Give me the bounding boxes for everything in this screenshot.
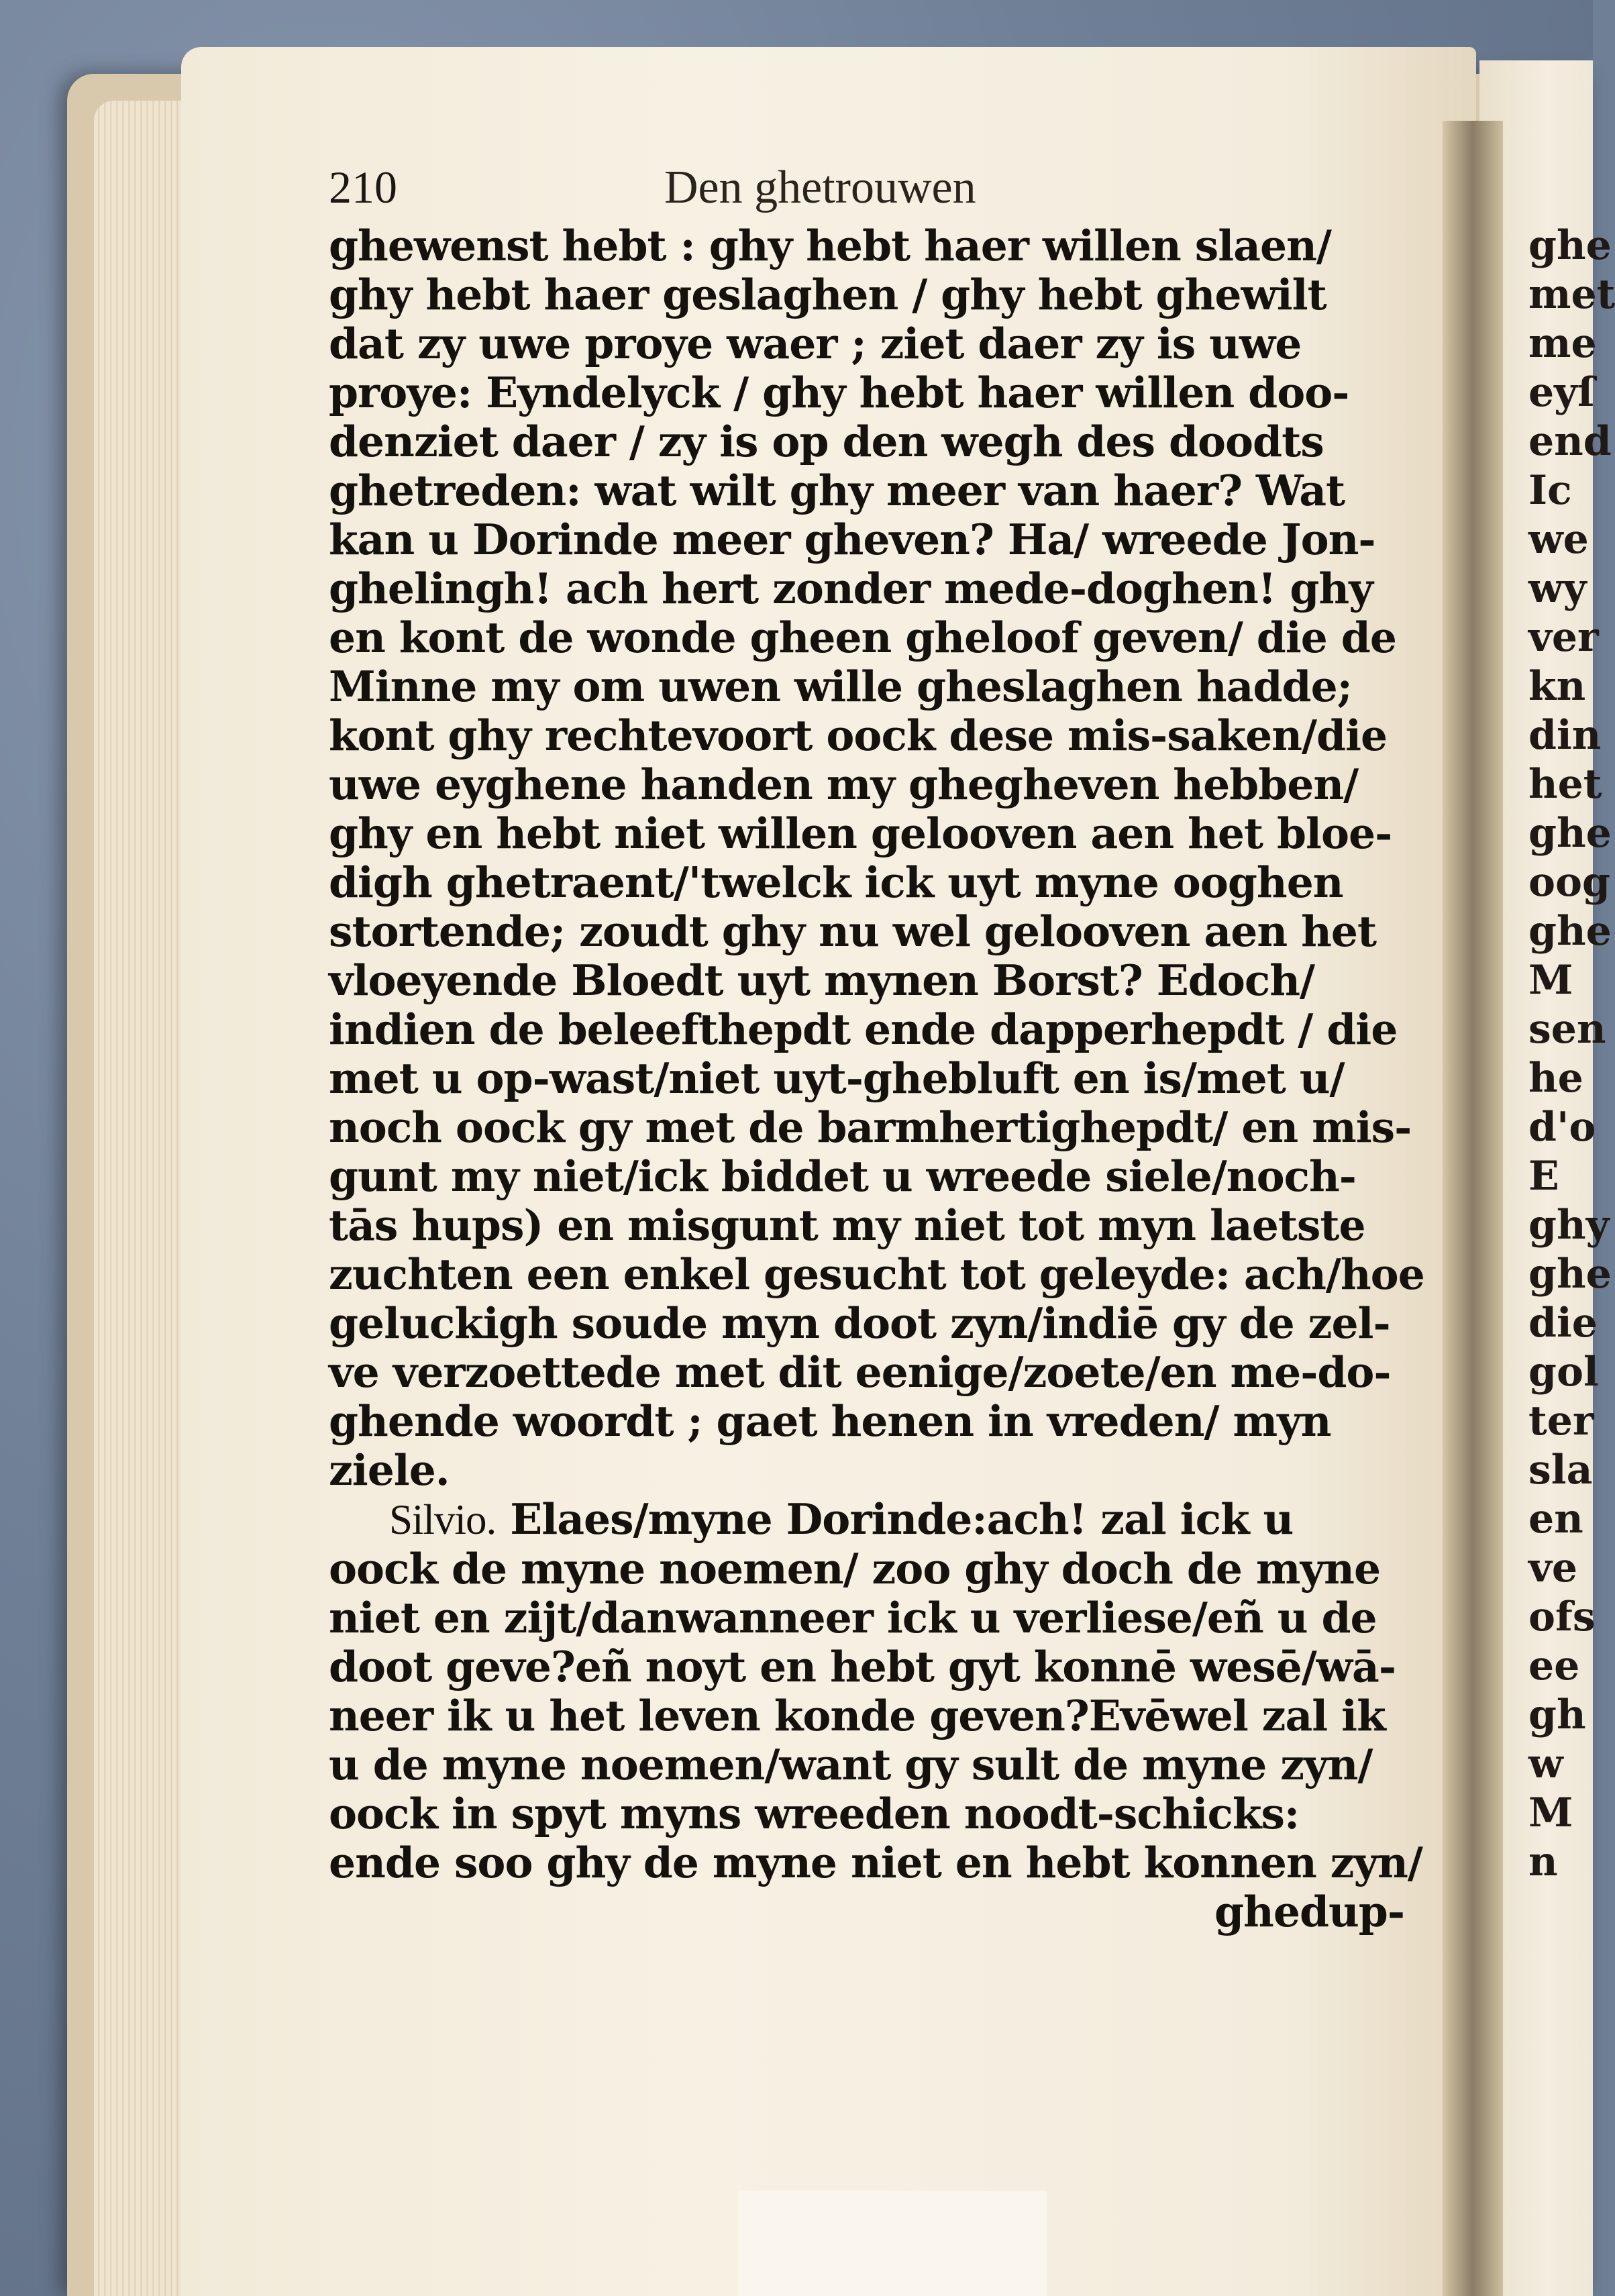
facing-line: ofs xyxy=(1528,1594,1596,1640)
facing-line: ghy xyxy=(1528,1202,1610,1249)
text-line: indien de beleefthepdt ende dapperhepdt / die xyxy=(329,1004,1398,1054)
facing-line: din xyxy=(1528,712,1602,759)
text-line: kan u Dorinde meer gheven? Ha/ wreede Jon- xyxy=(329,515,1375,564)
text-line: oock de myne noemen/ zoo ghy doch de myne xyxy=(329,1544,1381,1594)
text-line: stortende; zoudt ghy nu wel gelooven aen het xyxy=(329,906,1377,956)
facing-line: gol xyxy=(1528,1349,1599,1396)
facing-line: oog xyxy=(1528,859,1610,906)
speaker-name: Silvio. xyxy=(389,1496,497,1543)
text-line: ghelingh! ach hert zonder mede-doghen! ghy xyxy=(329,564,1373,613)
text-line: ghewenst hebt : ghy hebt haer willen slaen/ xyxy=(329,221,1331,270)
facing-line: ve xyxy=(1528,1545,1578,1591)
facing-line: E xyxy=(1528,1153,1559,1200)
speech-heading-line xyxy=(329,1495,1416,1545)
facing-line: kn xyxy=(1528,663,1586,710)
text-line: vloeyende Bloedt uyt mynen Borst? Edoch/ xyxy=(329,955,1315,1005)
running-head xyxy=(329,161,1402,221)
facing-line: M xyxy=(1528,957,1573,1004)
facing-line: die xyxy=(1528,1300,1598,1347)
text-line: niet en zijt/danwanneer ick u verliese/eñ u de xyxy=(329,1593,1377,1642)
text-line: gunt my niet/ick biddet u wreede siele/noch- xyxy=(329,1151,1356,1201)
facing-line: wy xyxy=(1528,565,1587,612)
text-line: kont ghy rechtevoort oock dese mis-saken/die xyxy=(329,711,1388,760)
facing-line: M xyxy=(1528,1789,1573,1836)
facing-line: d'o xyxy=(1528,1104,1596,1151)
facing-line: Ic xyxy=(1528,467,1572,514)
text-line: ende soo ghy de myne niet en hebt konnen zyn/ xyxy=(329,1838,1422,1887)
facing-line: he xyxy=(1528,1055,1583,1102)
text-line: ve verzoettede met dit eenige/zoete/en me-do- xyxy=(329,1347,1391,1397)
text-line: uwe eyghene handen my ghegheven hebben/ xyxy=(329,760,1359,809)
facing-line: ghe xyxy=(1528,222,1612,269)
text-line: digh ghetraent/'twelck ick uyt myne ooghen xyxy=(329,857,1343,907)
text-line: neer ik u het leven konde geven?Evēwel zal ik xyxy=(329,1691,1386,1740)
facing-line: sen xyxy=(1528,1006,1606,1053)
facing-line: we xyxy=(1528,516,1589,563)
facing-page-text xyxy=(1528,221,1615,1887)
book-gutter xyxy=(1443,121,1503,2296)
facing-line: en xyxy=(1528,1496,1583,1543)
facing-line: ee xyxy=(1528,1642,1580,1689)
text-line: zuchten een enkel gesucht tot geleyde: ach/hoe xyxy=(329,1249,1424,1299)
text-line: tās hups) en misgunt my niet tot myn laetste xyxy=(329,1200,1365,1250)
text-line: doot geve?eñ noyt en hebt gyt konnē wesē/wā- xyxy=(329,1642,1396,1691)
text-line: denziet daer / zy is op den wegh des doodts xyxy=(329,417,1324,466)
facing-line: w xyxy=(1528,1740,1563,1787)
facing-line: me xyxy=(1528,320,1597,367)
text-line: ghende woordt ; gaet henen in vreden/ myn xyxy=(329,1396,1331,1446)
page-number: 210 xyxy=(329,162,397,213)
facing-line: n xyxy=(1528,1838,1558,1885)
text-line: ghy en hebt niet willen gelooven aen het bloe- xyxy=(329,808,1392,858)
text-line: Minne my om uwen wille gheslaghen hadde; xyxy=(329,662,1352,711)
speech-first-line: Elaes/myne Dorinde:ach! zal ick u xyxy=(510,1494,1294,1544)
running-title: Den ghetrouwen xyxy=(664,162,976,213)
facing-line: ver xyxy=(1528,614,1599,661)
text-line: oock in spyt myns wreeden noodt-schicks: xyxy=(329,1789,1300,1838)
facing-line: sla xyxy=(1528,1447,1593,1494)
facing-line: eyſ xyxy=(1528,369,1595,416)
text-line: ziele. xyxy=(329,1445,450,1495)
facing-line: end xyxy=(1528,418,1612,465)
facing-line: gh xyxy=(1528,1691,1586,1738)
text-line: noch oock gy met de barmhertighepdt/ en mis- xyxy=(329,1102,1412,1152)
facing-line: ghe xyxy=(1528,810,1612,857)
page-text xyxy=(329,221,1424,1936)
paper-slip xyxy=(738,2191,1047,2296)
text-line: ghetreden: wat wilt ghy meer van haer? Wat xyxy=(329,466,1345,515)
facing-line: ter xyxy=(1528,1398,1594,1445)
text-line: geluckigh soude myn doot zyn/indiē gy de zel- xyxy=(329,1298,1390,1348)
text-line: en kont de wonde gheen gheloof geven/ die de xyxy=(329,613,1396,662)
catchword: ghedup- xyxy=(1214,1887,1404,1936)
facing-line: ghe xyxy=(1528,908,1612,955)
facing-line: met xyxy=(1528,271,1615,318)
text-line: u de myne noemen/want gy sult de myne zyn/ xyxy=(329,1740,1373,1789)
text-line: dat zy uwe proye waer ; ziet daer zy is uwe xyxy=(329,319,1302,368)
text-line: met u op-wast/niet uyt-ghebluft en is/met u/ xyxy=(329,1053,1345,1103)
facing-line: ghe xyxy=(1528,1251,1612,1298)
text-line: ghy hebt haer geslaghen / ghy hebt ghewilt xyxy=(329,270,1326,319)
facing-line: het xyxy=(1528,761,1602,808)
text-line: proye: Eyndelyck / ghy hebt haer willen doo- xyxy=(329,368,1349,417)
